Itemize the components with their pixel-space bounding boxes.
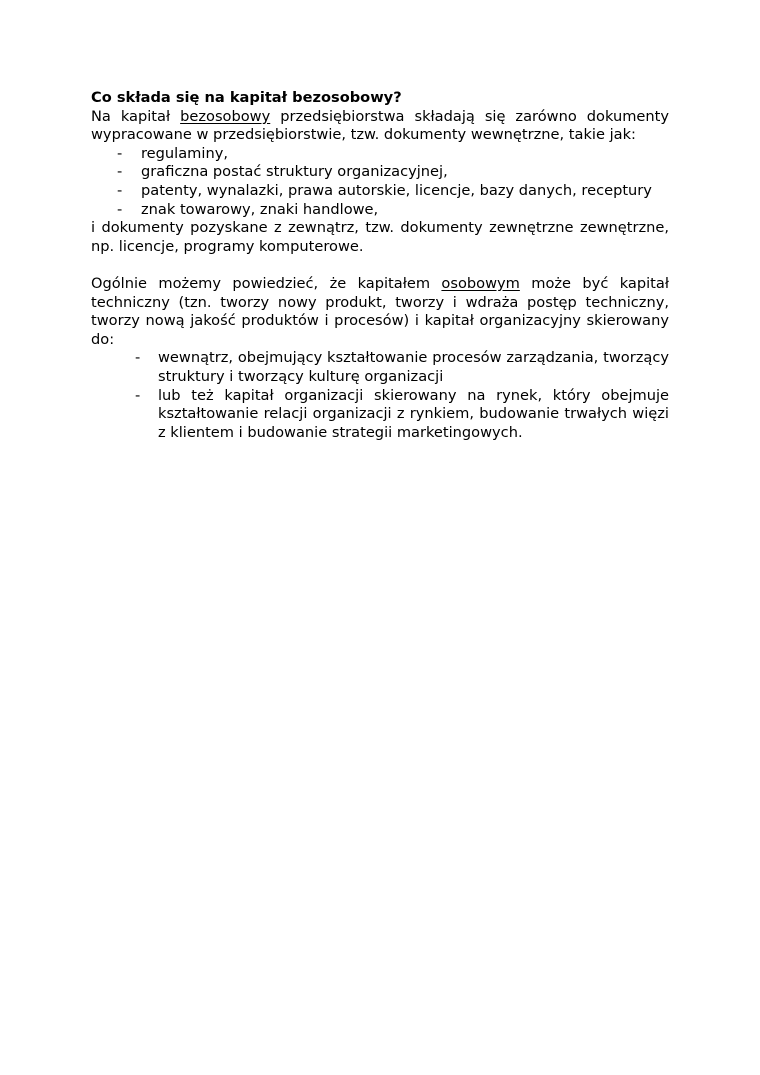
- para2-text-after: może być kapitał techniczny (tzn. tworzy nowy produkt, tworzy i wdraża postęp techniczny, tworzy nową jakość produktów i procesów) i kapitał organizacyjny skierowany do:: [91, 274, 669, 348]
- internal-documents-list: [91, 145, 669, 219]
- list-item-text: regulaminy,: [141, 144, 228, 162]
- underlined-term-bezosobowy: bezosobowy: [180, 107, 271, 125]
- paragraph-spacer: [91, 256, 669, 275]
- underlined-term-osobowym: osobowym: [441, 274, 520, 292]
- dash-bullet: -: [117, 181, 123, 199]
- list-item: [91, 145, 669, 164]
- capital-paragraph: [91, 275, 669, 349]
- dash-bullet: -: [117, 144, 123, 162]
- dash-bullet: -: [117, 200, 123, 218]
- document-page: [91, 89, 669, 442]
- list-item-text: graficzna postać struktury organizacyjnej,: [141, 163, 448, 181]
- list-item: [91, 201, 669, 220]
- para2-text-before: Ogólnie możemy powiedzieć, że kapitałem: [91, 274, 442, 292]
- list-item-text: wewnątrz, obejmujący kształtowanie procesów zarządzania, tworzący struktury i tworzący kulturę organizacji: [158, 349, 669, 385]
- document-heading: Co składa się na kapitał bezosobowy?: [91, 89, 402, 106]
- intro-text-before: Na kapitał: [91, 107, 181, 125]
- list-item: [91, 182, 669, 201]
- dash-bullet: -: [135, 386, 141, 404]
- list-item-text: patenty, wynalazki, prawa autorskie, licencje, bazy danych, receptury: [141, 181, 652, 199]
- list-item: [91, 163, 669, 182]
- intro-text-after: przedsiębiorstwa składają się zarówno dokumenty wypracowane w przedsiębiorstwie, tzw. dokumenty wewnętrzne, takie jak:: [91, 107, 669, 144]
- list-item: [91, 387, 669, 443]
- organizational-capital-list: [91, 349, 669, 442]
- list-item: [91, 349, 669, 386]
- intro-paragraph: [91, 108, 669, 145]
- list-item-text: lub też kapitał organizacji skierowany na rynek, który obejmuje kształtowanie relacji organizacji z rynkiem, budowanie trwałych więzi z klientem i budowanie strategii marketingowych.: [158, 386, 669, 441]
- external-documents-paragraph: i dokumenty pozyskane z zewnątrz, tzw. dokumenty zewnętrzne zewnętrzne, np. licencje, programy komputerowe.: [91, 219, 669, 255]
- dash-bullet: -: [135, 349, 141, 367]
- list-item-text: znak towarowy, znaki handlowe,: [141, 200, 379, 218]
- dash-bullet: -: [117, 163, 123, 181]
